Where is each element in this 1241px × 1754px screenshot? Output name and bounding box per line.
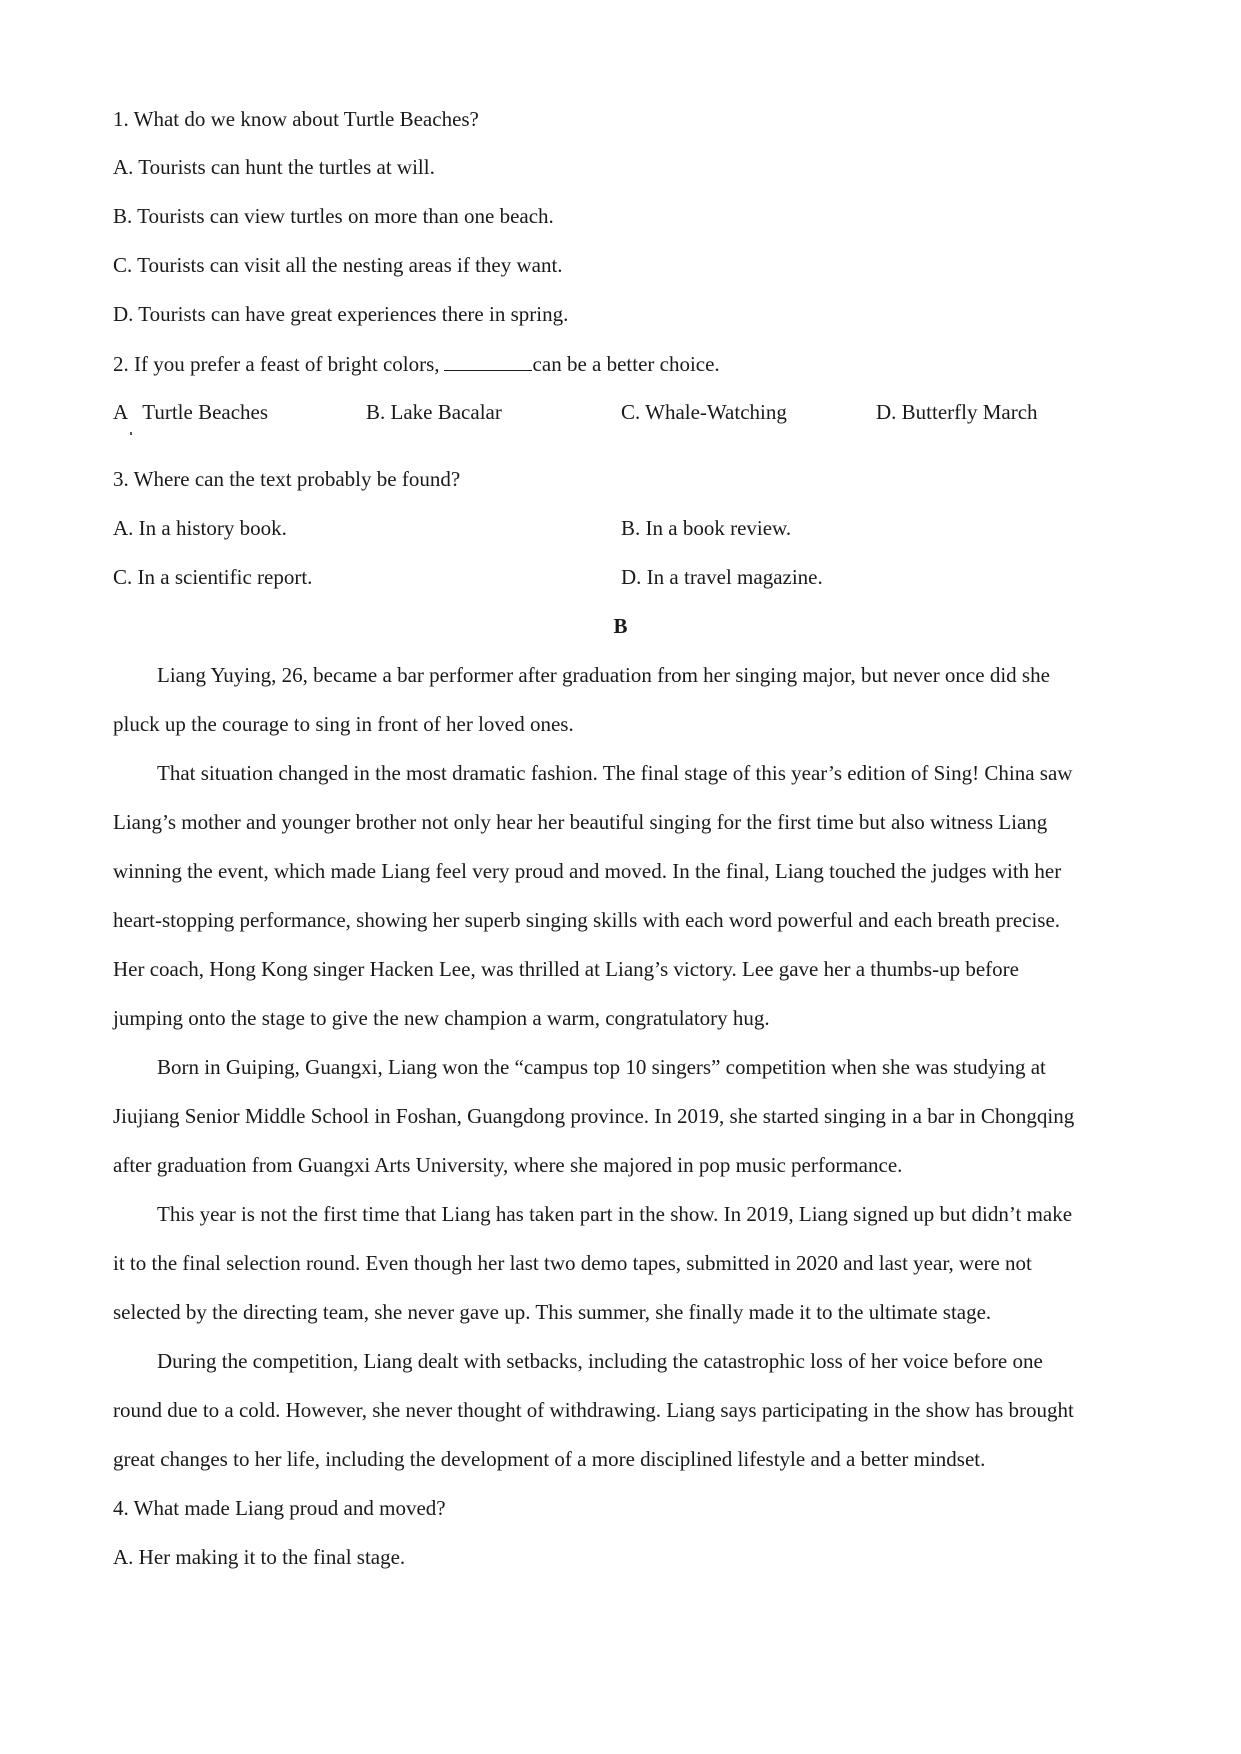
passage-line: Liang Yuying, 26, became a bar performer after graduation from her singing major, but never once did she (157, 663, 1050, 687)
question-2-stem-before: 2. If you prefer a feast of bright colors, (113, 352, 440, 376)
question-1-option-a: A. Tourists can hunt the turtles at will. (113, 155, 435, 179)
question-1-option-b: B. Tourists can view turtles on more than one beach. (113, 204, 554, 228)
passage-line: Liang’s mother and younger brother not only hear her beautiful singing for the first time but also witness Liang (113, 810, 1048, 834)
question-2-option-c: C. Whale-Watching (621, 400, 787, 424)
passage-line: pluck up the courage to sing in front of her loved ones. (113, 712, 574, 736)
question-3-stem: 3. Where can the text probably be found? (113, 467, 461, 491)
question-2-option-d: D. Butterfly March (876, 400, 1038, 424)
question-2-option-b: B. Lake Bacalar (366, 400, 502, 424)
question-2-option-a (113, 399, 268, 425)
passage-line: During the competition, Liang dealt with setbacks, including the catastrophic loss of her voice before one (157, 1349, 1043, 1373)
passage-line: Her coach, Hong Kong singer Hacken Lee, was thrilled at Liang’s victory. Lee gave her a thumbs-up before (113, 957, 1019, 981)
question-4-stem: 4. What made Liang proud and moved? (113, 1496, 446, 1520)
question-3-option-d: D. In a travel magazine. (621, 565, 823, 589)
question-1-option-d: D. Tourists can have great experiences there in spring. (113, 302, 569, 326)
question-1-stem: 1. What do we know about Turtle Beaches? (113, 107, 479, 131)
question-2-option-a-letter: A (113, 400, 128, 424)
question-2-stem (113, 350, 720, 377)
stray-mark (130, 432, 132, 435)
passage-line: Jiujiang Senior Middle School in Foshan, Guangdong province. In 2019, she started singing in a bar in Chongqing (113, 1104, 1075, 1128)
passage-line: Born in Guiping, Guangxi, Liang won the “campus top 10 singers” competition when she was studying at (157, 1055, 1046, 1079)
passage-line: round due to a cold. However, she never thought of withdrawing. Liang says participating in the show has brought (113, 1398, 1074, 1422)
question-2-option-a-text: Turtle Beaches (142, 400, 269, 424)
question-1-option-c: C. Tourists can visit all the nesting areas if they want. (113, 253, 563, 277)
answer-blank (444, 350, 532, 371)
question-3-option-a: A. In a history book. (113, 516, 287, 540)
passage-line: That situation changed in the most dramatic fashion. The final stage of this year’s edition of Sing! China saw (157, 761, 1073, 785)
passage-line: after graduation from Guangxi Arts University, where she majored in pop music performance. (113, 1153, 903, 1177)
section-b-heading: B (613, 614, 628, 638)
question-2-stem-after: can be a better choice. (532, 352, 720, 376)
question-3-option-b: B. In a book review. (621, 516, 792, 540)
passage-line: it to the final selection round. Even though her last two demo tapes, submitted in 2020 and last year, were not (113, 1251, 1032, 1275)
passage-line: This year is not the first time that Liang has taken part in the show. In 2019, Liang signed up but didn’t make (157, 1202, 1073, 1226)
question-4-option-a: A. Her making it to the final stage. (113, 1545, 406, 1569)
passage-line: selected by the directing team, she never gave up. This summer, she finally made it to the ultimate stage. (113, 1300, 992, 1324)
passage-line: great changes to her life, including the development of a more disciplined lifestyle and a better mindset. (113, 1447, 986, 1471)
passage-line: jumping onto the stage to give the new champion a warm, congratulatory hug. (113, 1006, 770, 1030)
passage-line: heart-stopping performance, showing her superb singing skills with each word powerful and each breath precise. (113, 908, 1061, 932)
passage-line: winning the event, which made Liang feel very proud and moved. In the final, Liang touched the judges with her (113, 859, 1062, 883)
question-3-option-c: C. In a scientific report. (113, 565, 313, 589)
